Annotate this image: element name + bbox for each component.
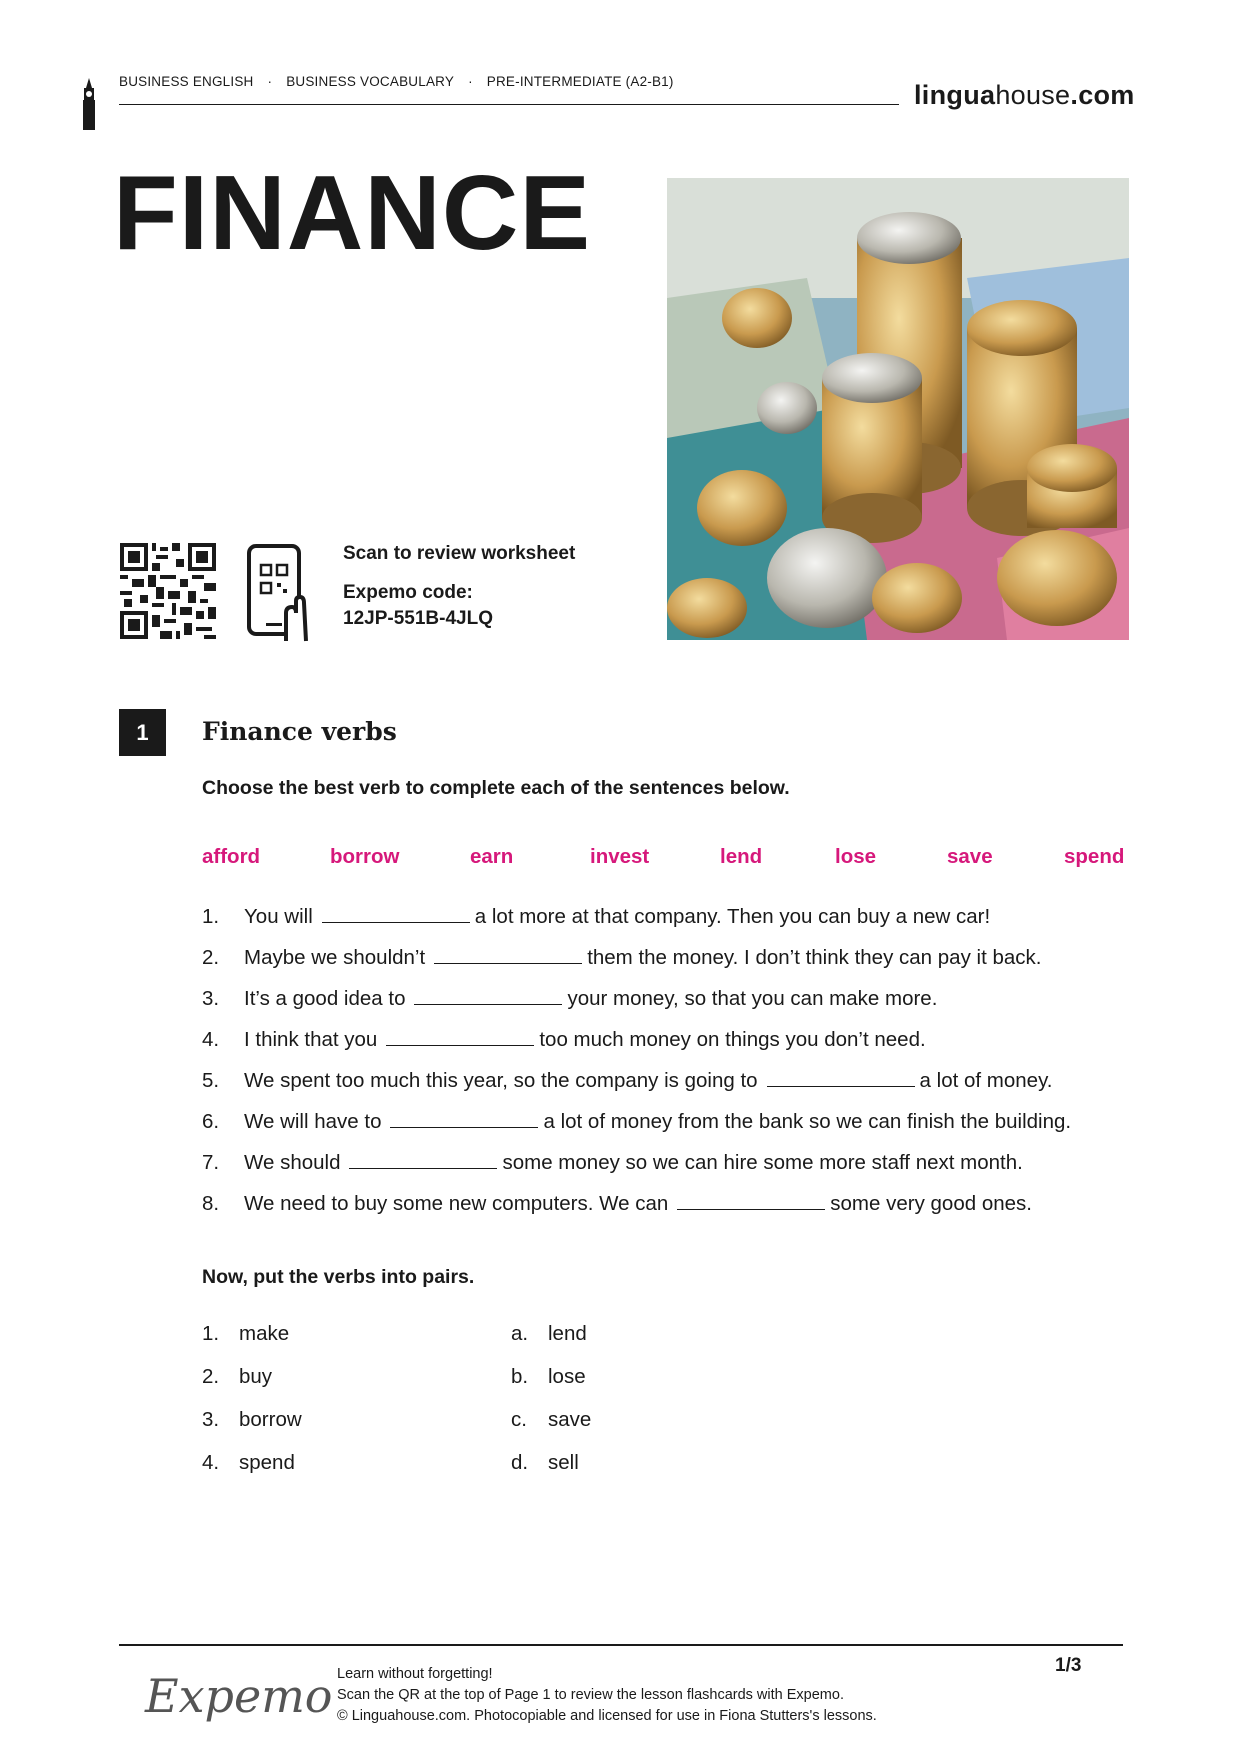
pair-item — [202, 1321, 302, 1364]
sentence-item — [202, 1150, 1102, 1191]
answer-blank[interactable] — [322, 904, 470, 923]
answer-blank[interactable] — [434, 945, 582, 964]
footer-text — [337, 1664, 877, 1727]
sentence-item — [202, 1068, 1102, 1109]
pair-word: save — [548, 1408, 592, 1431]
pair-word: lend — [548, 1322, 587, 1345]
sentence-text: a lot of money. — [919, 1069, 1053, 1092]
scan-info — [343, 541, 575, 645]
answer-blank[interactable] — [677, 1191, 825, 1210]
pair-word: sell — [548, 1451, 579, 1474]
pair-item — [511, 1407, 591, 1450]
sentence-number: 1. — [202, 905, 220, 928]
sentence-text: a lot of money from the bank so we can finish the building. — [543, 1110, 1072, 1133]
sentence-text: We will have to — [244, 1110, 382, 1133]
pair-item — [202, 1450, 302, 1493]
logo-part: house — [995, 80, 1071, 110]
big-ben-icon — [80, 78, 98, 130]
logo-part: .com — [1070, 80, 1135, 110]
verb-option: borrow — [330, 845, 400, 868]
breadcrumb — [119, 74, 674, 89]
pair-letter: b. — [511, 1365, 529, 1388]
expemo-code: 12JP-551B-4JLQ — [343, 608, 493, 630]
answer-blank[interactable] — [767, 1068, 915, 1087]
sentence-text: We should — [244, 1151, 341, 1174]
sentence-text: a lot more at that company. Then you can buy a new car! — [474, 905, 991, 928]
sentence-item — [202, 1027, 1102, 1068]
sentence-number: 3. — [202, 987, 220, 1010]
pair-number: 2. — [202, 1365, 220, 1388]
sentence-item — [202, 1109, 1102, 1150]
breadcrumb-item: BUSINESS VOCABULARY — [286, 74, 455, 89]
pair-letter: c. — [511, 1408, 527, 1431]
verb-option: afford — [202, 845, 261, 868]
pair-word: buy — [239, 1365, 273, 1388]
footer-line: Learn without forgetting! — [337, 1666, 493, 1682]
sentence-number: 5. — [202, 1069, 220, 1092]
breadcrumb-separator: · — [267, 74, 273, 89]
footer-line: Scan the QR at the top of Page 1 to review the lesson flashcards with Expemo. — [337, 1687, 844, 1703]
sentence-text: We need to buy some new computers. We can — [244, 1192, 669, 1215]
pair-item — [511, 1321, 591, 1364]
breadcrumb-separator: · — [468, 74, 473, 89]
verb-option: invest — [590, 845, 650, 868]
pair-letter: d. — [511, 1451, 529, 1474]
header-divider — [119, 104, 899, 105]
sentence-item — [202, 986, 1102, 1027]
verb-bank — [202, 845, 1125, 873]
pair-number: 4. — [202, 1451, 220, 1474]
pair-word: spend — [239, 1451, 295, 1474]
sentence-text: It’s a good idea to — [244, 987, 406, 1010]
breadcrumb-item: BUSINESS ENGLISH — [119, 74, 254, 89]
verb-option: spend — [1064, 845, 1125, 868]
verb-option: lend — [720, 845, 763, 868]
pair-letter: a. — [511, 1322, 529, 1345]
sentence-item — [202, 904, 1102, 945]
pairs-instruction: Now, put the verbs into pairs. — [202, 1266, 475, 1288]
phone-scan-icon — [246, 543, 310, 641]
page-title: FINANCE — [113, 154, 592, 272]
pairs-column-left — [202, 1321, 302, 1493]
sentence-text: your money, so that you can make more. — [567, 987, 938, 1010]
sentence-text: I think that you — [244, 1028, 378, 1051]
pair-number: 1. — [202, 1322, 220, 1345]
answer-blank[interactable] — [349, 1150, 497, 1169]
pair-item — [202, 1407, 302, 1450]
sentence-list — [202, 904, 1102, 1232]
section-number: 1 — [119, 709, 166, 756]
sentence-text: some very good ones. — [830, 1192, 1032, 1215]
sentence-item — [202, 945, 1102, 986]
scan-label: Scan to review worksheet — [343, 543, 576, 564]
page-number: 1/3 — [1055, 1655, 1082, 1676]
footer-line: © Linguahouse.com. Photocopiable and licensed for use in Fiona Stutters's lessons. — [337, 1708, 877, 1724]
answer-blank[interactable] — [414, 986, 562, 1005]
sentence-number: 7. — [202, 1151, 220, 1174]
sentence-text: too much money on things you don’t need. — [539, 1028, 926, 1051]
pairs-column-right — [511, 1321, 591, 1493]
sentence-text: We spent too much this year, so the company is going to — [244, 1069, 758, 1092]
pair-word: make — [239, 1322, 290, 1345]
expemo-code-label: Expemo code: — [343, 581, 473, 603]
footer-divider — [119, 1644, 1123, 1646]
sentence-item — [202, 1191, 1102, 1232]
pair-word: lose — [548, 1365, 586, 1388]
section-title: Finance verbs — [202, 717, 397, 746]
expemo-logo-text: Expemo — [145, 1669, 333, 1723]
sentence-number: 2. — [202, 946, 220, 969]
verb-option: lose — [835, 845, 877, 868]
sentence-number: 8. — [202, 1192, 220, 1215]
sentence-text: some money so we can hire some more staff next month. — [502, 1151, 1023, 1174]
verb-option: earn — [470, 845, 514, 868]
coins-photo — [667, 178, 1129, 640]
sentence-number: 6. — [202, 1110, 220, 1133]
exercise-instruction: Choose the best verb to complete each of the sentences below. — [202, 777, 790, 799]
pair-item — [511, 1450, 591, 1493]
sentence-text: them the money. I don’t think they can pay it back. — [587, 946, 1042, 969]
breadcrumb-item: PRE-INTERMEDIATE (A2-B1) — [486, 74, 674, 89]
qr-code[interactable] — [120, 543, 216, 639]
expemo-logo — [143, 1660, 333, 1740]
pair-word: borrow — [239, 1408, 302, 1431]
sentence-number: 4. — [202, 1028, 220, 1051]
verb-option: save — [947, 845, 993, 868]
linguahouse-logo[interactable] — [914, 80, 1135, 111]
sentence-text: Maybe we shouldn’t — [244, 946, 426, 969]
pair-number: 3. — [202, 1408, 220, 1431]
logo-part: lingua — [914, 80, 996, 110]
pair-item — [202, 1364, 302, 1407]
answer-blank[interactable] — [386, 1027, 534, 1046]
sentence-text: You will — [244, 905, 313, 928]
pair-item — [511, 1364, 591, 1407]
answer-blank[interactable] — [390, 1109, 538, 1128]
